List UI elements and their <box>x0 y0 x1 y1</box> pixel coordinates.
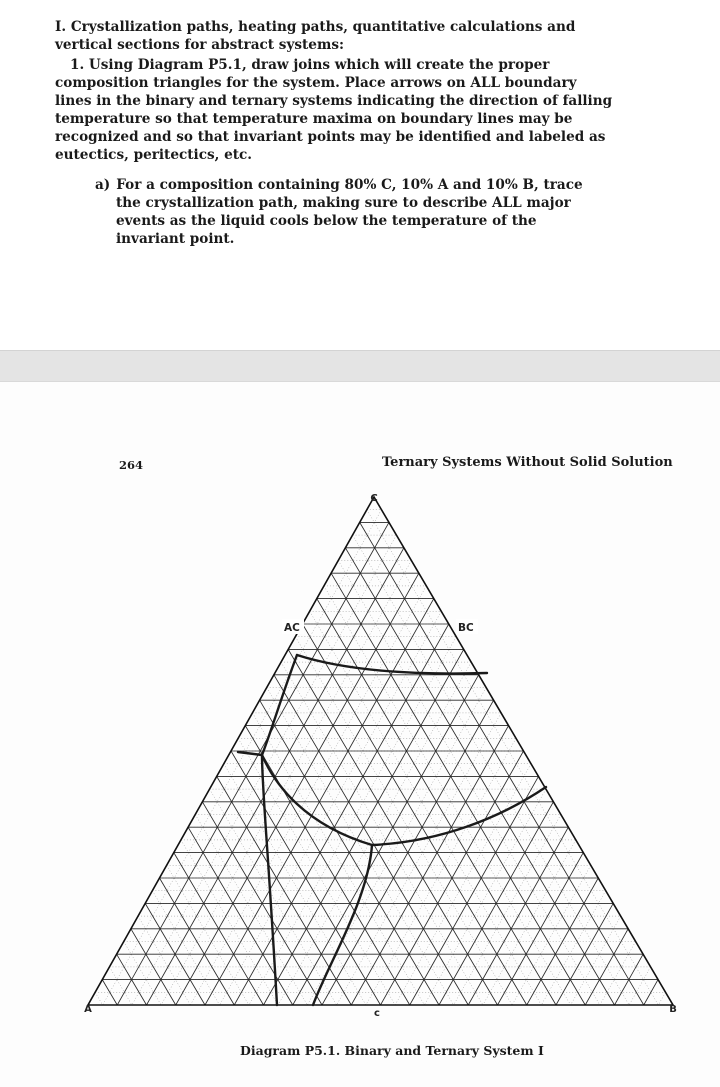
subgrid-line-right <box>103 510 382 1005</box>
subgrid-line-right <box>658 992 665 1005</box>
grid-line-right <box>117 522 389 1005</box>
grid-line-left <box>245 726 409 1005</box>
page-divider <box>0 350 720 382</box>
vertex-label-b: B <box>669 1004 677 1015</box>
subgrid-line-left <box>224 764 366 1005</box>
question-instruction: 1. Using Diagram P5.1, draw joins which will create the proper composition triangles for the system. Place arrows on ALL boundary lines in the binary and ternary systems indicating the direction of falling temperature so that temperature maxima on boundary lines may be recognized and so that invariant points may be identified and labeled as eutectics, peritectics, etc. <box>55 57 613 163</box>
subgrid-line-left <box>281 662 483 1005</box>
running-head: Ternary Systems Without Solid Solution <box>382 455 673 470</box>
ternary-grid <box>95 510 665 1005</box>
subgrid-line-left <box>138 916 190 1005</box>
page-number: 264 <box>119 458 144 472</box>
subgrid-line-left <box>181 840 278 1005</box>
liquidus-boundary-ac-bc-upper <box>262 755 546 845</box>
liquidus-boundary-left-tick <box>238 752 262 755</box>
grid-line-left <box>360 522 644 1005</box>
part-a-label: a) <box>95 177 111 193</box>
subgrid-line-right <box>366 738 516 1005</box>
subgrid-line-right <box>132 535 397 1005</box>
subgrid-line-right <box>249 637 456 1005</box>
subgrid-line-left <box>95 992 102 1005</box>
compound-label-ab: c <box>374 1008 380 1019</box>
grid-line-right <box>527 878 599 1005</box>
question-part-a <box>95 176 595 248</box>
subgrid-line-left <box>195 815 307 1006</box>
grid-line-left <box>188 827 293 1005</box>
subgrid-line-right <box>337 713 501 1005</box>
subgrid-line-left <box>152 891 219 1005</box>
subgrid-line-right <box>483 840 576 1005</box>
subgrid-line-left <box>310 611 542 1005</box>
grid-line-right <box>234 624 449 1005</box>
subgrid-line-left <box>252 713 424 1005</box>
part-a-text: For a composition containing 80% C, 10% A and 10% B, trace the crystallization path, making sure to describe ALL major events as the liquid cools below the temperature of the invariant point. <box>116 177 583 247</box>
subgrid-line-right <box>600 942 636 1006</box>
liquidus-boundary-ac-field <box>262 655 297 1005</box>
grid-line-right <box>176 573 419 1005</box>
question-heading: I. Crystallization paths, heating paths, quantitative calculations and vertical sections for abstract systems: <box>55 19 576 53</box>
subgrid-line-right <box>571 916 621 1005</box>
compound-label-ac: AC <box>284 622 300 634</box>
subgrid-line-right <box>190 586 426 1005</box>
grid-line-right <box>293 675 479 1005</box>
question-page <box>0 0 720 350</box>
vertex-label-a: A <box>84 1004 92 1015</box>
subgrid-line-right <box>395 764 531 1005</box>
subgrid-line-right <box>220 611 442 1005</box>
diagram-caption: Diagram P5.1. Binary and Ternary System I <box>240 1043 544 1058</box>
boundary-curves <box>238 655 546 1005</box>
vertex-label-c: C <box>370 493 378 504</box>
subgrid-line-right <box>541 891 605 1005</box>
ternary-phase-diagram <box>0 480 720 1040</box>
subgrid-line-right <box>454 815 561 1006</box>
subgrid-line-left <box>124 942 161 1006</box>
compound-label-bc: BC <box>458 622 474 634</box>
subgrid-line-right <box>512 865 591 1005</box>
subgrid-line-left <box>167 865 249 1005</box>
subgrid-line-left <box>353 535 630 1005</box>
subgrid-line-right <box>424 789 546 1005</box>
